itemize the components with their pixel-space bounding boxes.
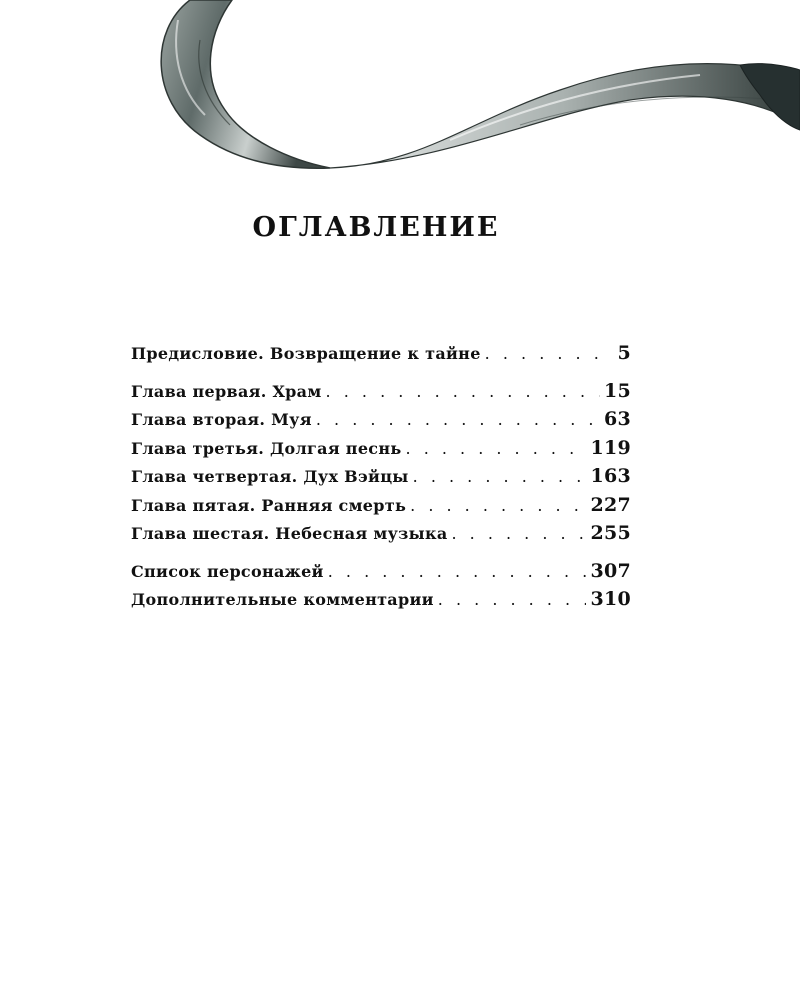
toc-entry-chapter-5[interactable]: [131, 494, 631, 523]
toc-entry-page-number: 119: [590, 436, 631, 459]
toc-entry-page-number: 310: [590, 588, 631, 610]
toc-entry-page-number: 163: [590, 465, 631, 487]
toc-dot-leader: [413, 467, 587, 486]
toc-entry-label: Предисловие. Возвращение к тайне: [131, 344, 481, 363]
toc-entry-page-number: 227: [590, 493, 631, 516]
table-of-contents: [131, 342, 631, 617]
toc-entry-page-number: 5: [617, 342, 631, 364]
toc-entry-chapter-4[interactable]: [131, 465, 631, 494]
toc-entry-label: Глава шестая. Небесная музыка: [131, 524, 448, 543]
toc-entry-page-number: 63: [603, 408, 631, 430]
toc-entry-chapter-3[interactable]: [131, 437, 631, 466]
toc-dot-leader: [316, 410, 600, 429]
toc-entry-label: Глава четвертая. Дух Вэйцы: [131, 467, 409, 486]
toc-dot-leader: [451, 524, 586, 543]
decorative-swirl-ornament: [0, 0, 800, 200]
toc-entry-page-number: 307: [590, 559, 631, 582]
toc-entry-label: Глава третья. Долгая песнь: [131, 438, 402, 458]
toc-dot-leader: [406, 439, 587, 458]
toc-entry-chapter-6[interactable]: [131, 522, 631, 551]
toc-entry-label: Глава вторая. Муя: [131, 410, 312, 429]
toc-entry-label: Список персонажей: [131, 561, 324, 581]
toc-dot-leader: [438, 590, 587, 609]
toc-entry-preface[interactable]: [131, 342, 631, 371]
page-title: ОГЛАВЛЕНИЕ: [252, 212, 500, 243]
toc-dot-leader: [410, 496, 586, 515]
toc-entry-label: Дополнительные комментарии: [131, 590, 434, 609]
toc-dot-leader: [328, 562, 587, 581]
toc-entry-label: Глава первая. Храм: [131, 381, 322, 401]
toc-dot-leader: [485, 344, 614, 363]
toc-entry-characters[interactable]: [131, 560, 631, 589]
toc-entry-page-number: 15: [603, 379, 631, 402]
toc-entry-label: Глава пятая. Ранняя смерть: [131, 495, 407, 515]
toc-entry-chapter-1[interactable]: [131, 380, 631, 409]
toc-entry-comments[interactable]: [131, 588, 631, 617]
toc-dot-leader: [326, 382, 600, 401]
toc-entry-chapter-2[interactable]: [131, 408, 631, 437]
toc-entry-page-number: 255: [590, 522, 631, 544]
